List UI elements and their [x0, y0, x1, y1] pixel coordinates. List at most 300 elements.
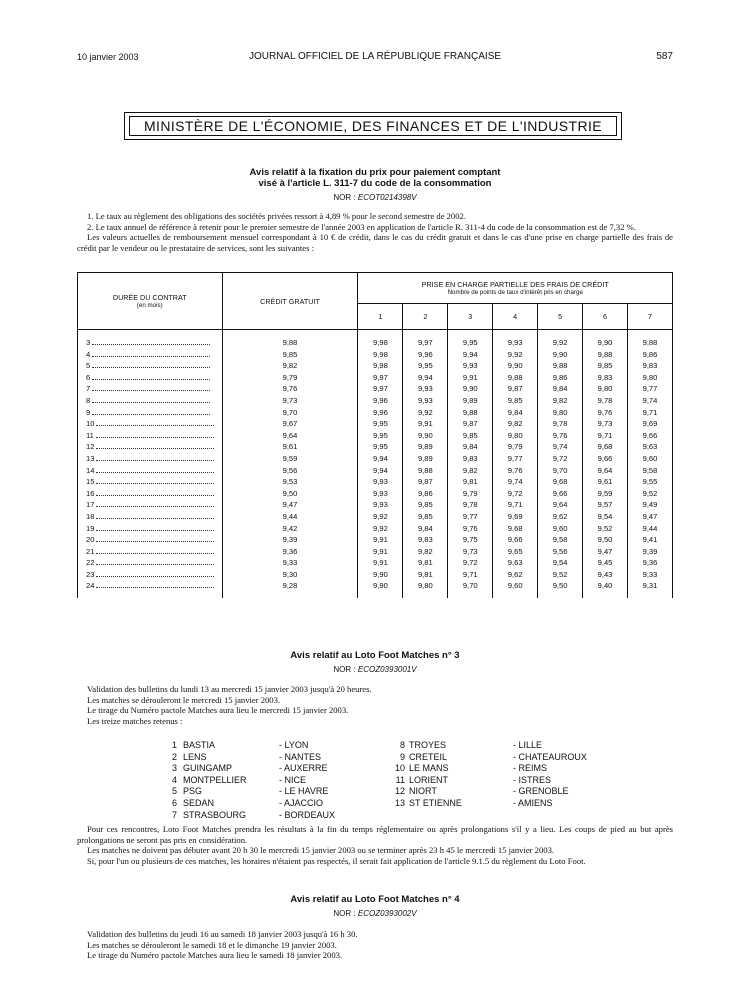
free-credit-cell: 9,56 — [222, 465, 358, 477]
free-credit-cell: 9,39 — [222, 534, 358, 546]
partial-value-cell: 9,93 — [358, 499, 403, 511]
partial-value-cell: 9,60 — [493, 580, 538, 598]
ministry-box — [124, 112, 622, 140]
duration-value: 19 — [86, 523, 95, 533]
free-credit-cell: 9,53 — [222, 476, 358, 488]
partial-value-cell: 9,88 — [403, 465, 448, 477]
nor-label: NOR : — [333, 193, 356, 202]
partial-value-cell: 9,68 — [583, 441, 628, 453]
match-home: SEDAN — [183, 797, 215, 808]
duration-cell — [78, 360, 223, 372]
partial-value-cell: 9,66 — [538, 488, 583, 500]
partial-value-cell: 9,76 — [448, 523, 493, 535]
partial-value-cell: 9,95 — [358, 418, 403, 430]
duration-value: 18 — [86, 511, 95, 521]
duration-cell — [78, 430, 223, 442]
partial-value-cell: 9,92 — [358, 511, 403, 523]
partial-value-cell: 9,80 — [627, 372, 672, 384]
partial-value-cell: 9,91 — [358, 534, 403, 546]
dot-leader — [96, 524, 214, 531]
partial-value-cell: 9,81 — [403, 569, 448, 581]
partial-value-cell: 9,90 — [493, 360, 538, 372]
partial-value-cell: 9,72 — [493, 488, 538, 500]
partial-value-cell: 9,96 — [358, 395, 403, 407]
paragraph: Pour ces rencontres, Loto Foot Matches prendra les résultats à la fin du temps réglementaire ou après prolongations s'il y a lieu. Les coups de pied au but après prolongations ne seront pas pris en considération. — [77, 824, 673, 845]
dot-leader — [96, 466, 214, 473]
avis3-title: Avis relatif au Loto Foot Matches n° 4 — [290, 894, 460, 905]
table-row — [78, 557, 673, 569]
paragraph: Les matches se dérouleront le mercredi 15 janvier 2003. — [87, 694, 281, 705]
match-row — [163, 798, 593, 810]
partial-value-cell: 9,90 — [403, 430, 448, 442]
partial-value-cell: 9,85 — [403, 511, 448, 523]
duration-value: 22 — [86, 558, 95, 568]
table-row — [78, 534, 673, 546]
partial-value-cell: 9,76 — [538, 430, 583, 442]
free-credit-cell: 9,88 — [222, 330, 358, 349]
partial-value-cell: 9,98 — [358, 360, 403, 372]
match-n2: 13 — [394, 797, 405, 808]
partial-value-cell: 9,88 — [538, 360, 583, 372]
partial-value-cell: 9,83 — [627, 360, 672, 372]
partial-value-cell: 9,36 — [627, 557, 672, 569]
avis2-nor — [77, 665, 673, 674]
match-n: 4 — [171, 774, 177, 785]
match-n: 6 — [171, 797, 177, 808]
dot-leader — [92, 350, 210, 357]
partial-value-cell: 9,71 — [583, 430, 628, 442]
partial-value-cell: 9,90 — [358, 569, 403, 581]
paragraph: Le tirage du Numéro pactole Matches aura lieu le mercredi 15 janvier 2003. — [87, 705, 349, 715]
dot-leader — [96, 535, 214, 542]
match-away2: - GRENOBLE — [513, 786, 569, 797]
dot-leader — [96, 431, 214, 438]
partial-value-cell: 9,87 — [448, 418, 493, 430]
partial-value-cell: 9,90 — [583, 330, 628, 349]
paragraph: 1. Le taux au règlement des obligations des sociétés privées ressort à 4,89 % pour le second semestre de 2002. — [87, 211, 466, 221]
partial-value-cell: 9,97 — [403, 330, 448, 349]
match-row — [163, 740, 593, 752]
partial-value-cell: 9,54 — [538, 557, 583, 569]
paragraph: Les treize matches retenus : — [87, 715, 183, 726]
duration-cell — [78, 383, 223, 395]
partial-value-cell: 9,90 — [448, 383, 493, 395]
header-date: 10 janvier 2003 — [77, 52, 139, 62]
match-n2: 9 — [399, 751, 405, 762]
point-col-header: 7 — [627, 303, 672, 329]
duration-cell — [78, 534, 223, 546]
match-home2: TROYES — [409, 740, 447, 750]
partial-value-cell: 9,54 — [583, 511, 628, 523]
partial-value-cell: 9,79 — [493, 441, 538, 453]
duration-value: 16 — [86, 488, 95, 498]
table-row — [78, 349, 673, 361]
partial-value-cell: 9,63 — [493, 557, 538, 569]
free-credit-cell: 9,28 — [222, 580, 358, 598]
duration-cell — [78, 499, 223, 511]
paragraph: Les matches se dérouleront le samedi 18 et le dimanche 19 janvier 2003. — [87, 939, 337, 950]
match-row — [163, 786, 593, 798]
match-home: LENS — [183, 751, 207, 762]
dot-leader — [96, 454, 214, 461]
match-home2 — [409, 810, 513, 822]
partial-value-cell: 9,50 — [583, 534, 628, 546]
partial-value-cell: 9,47 — [583, 546, 628, 558]
free-credit-cell: 9,85 — [222, 349, 358, 361]
partial-value-cell: 9,93 — [448, 360, 493, 372]
point-col-header: 4 — [493, 303, 538, 329]
partial-value-cell: 9,59 — [583, 488, 628, 500]
partial-value-cell: 9,49 — [627, 499, 672, 511]
free-credit-cell: 9,73 — [222, 395, 358, 407]
partial-value-cell: 9,90 — [538, 349, 583, 361]
partial-value-cell: 9,92 — [493, 349, 538, 361]
free-credit-cell: 9,76 — [222, 383, 358, 395]
match-away: - AJACCIO — [279, 797, 324, 808]
point-col-header: 3 — [448, 303, 493, 329]
duration-cell — [78, 349, 223, 361]
partial-value-cell: 9,95 — [358, 430, 403, 442]
match-n2: 12 — [394, 786, 405, 797]
partial-value-cell: 9,66 — [583, 453, 628, 465]
partial-value-cell: 9,84 — [403, 523, 448, 535]
free-credit-cell: 9,59 — [222, 453, 358, 465]
dot-leader — [96, 489, 214, 496]
avis1-title-line2: visé à l'article L. 311-7 du code de la consommation — [258, 178, 492, 189]
partial-value-cell: 9,88 — [627, 330, 672, 349]
partial-value-cell: 9,69 — [627, 418, 672, 430]
dot-leader — [96, 419, 214, 426]
match-n2: 8 — [399, 740, 405, 750]
partial-value-cell: 9,91 — [448, 372, 493, 384]
avis2-title: Avis relatif au Loto Foot Matches n° 3 — [290, 650, 460, 661]
page-number: 587 — [656, 51, 673, 62]
partial-value-cell: 9,77 — [627, 383, 672, 395]
table-row — [78, 441, 673, 453]
duration-value: 10 — [86, 419, 95, 429]
partial-value-cell: 9,89 — [448, 395, 493, 407]
table-row — [78, 383, 673, 395]
partial-value-cell: 9,81 — [448, 476, 493, 488]
partial-value-cell: 9,98 — [358, 330, 403, 349]
duration-value: 9 — [86, 407, 91, 417]
partial-value-cell: 9,88 — [493, 372, 538, 384]
partial-value-cell: 9,93 — [403, 383, 448, 395]
partial-value-cell: 9,64 — [583, 465, 628, 477]
free-credit-cell: 9,64 — [222, 430, 358, 442]
partial-value-cell: 9,52 — [627, 488, 672, 500]
nor-code: ECOZ0393002V — [357, 909, 417, 918]
match-away2: - ISTRES — [513, 774, 552, 785]
table-row — [78, 476, 673, 488]
partial-value-cell: 9,82 — [493, 418, 538, 430]
partial-value-cell: 9,84 — [448, 441, 493, 453]
duration-value: 17 — [86, 500, 95, 510]
partial-value-cell: 9,91 — [358, 546, 403, 558]
avis3-nor — [77, 909, 673, 918]
duration-value: 23 — [86, 569, 95, 579]
duration-value: 3 — [86, 338, 91, 347]
free-credit-cell: 9,42 — [222, 523, 358, 535]
duration-value: 13 — [86, 453, 95, 463]
partial-value-cell: 9,58 — [538, 534, 583, 546]
free-credit-cell: 9,70 — [222, 407, 358, 419]
partial-value-cell: 9,61 — [583, 476, 628, 488]
duration-value: 12 — [86, 442, 95, 452]
duration-cell — [78, 488, 223, 500]
partial-value-cell: 9,91 — [403, 418, 448, 430]
partial-value-cell: 9,93 — [358, 476, 403, 488]
table-row — [78, 418, 673, 430]
table-row — [78, 546, 673, 558]
match-home2: LORIENT — [409, 774, 449, 785]
partial-value-cell: 9,73 — [583, 418, 628, 430]
match-home2: LE MANS — [409, 763, 449, 774]
partial-value-cell: 9,71 — [627, 407, 672, 419]
partial-value-cell: 9,74 — [538, 441, 583, 453]
partial-value-cell: 9,77 — [493, 453, 538, 465]
partial-value-cell: 9,70 — [448, 580, 493, 598]
match-n: 3 — [171, 763, 177, 774]
partial-value-cell: 9,84 — [493, 407, 538, 419]
duration-value: 21 — [86, 546, 95, 556]
match-home2: CRETEIL — [409, 751, 448, 762]
partial-value-cell: 9,94 — [403, 372, 448, 384]
avis1-title-line1: Avis relatif à la fixation du prix pour paiement comptant — [249, 167, 501, 178]
duration-cell — [78, 557, 223, 569]
match-list — [163, 740, 593, 821]
partial-value-cell: 9,95 — [403, 360, 448, 372]
point-col-header: 2 — [403, 303, 448, 329]
partial-value-cell: 9,81 — [403, 557, 448, 569]
duration-value: 11 — [86, 430, 94, 440]
dot-leader — [96, 477, 214, 484]
duration-value: 4 — [86, 349, 91, 359]
avis1-title — [77, 167, 673, 189]
match-away2: - CHATEAUROUX — [513, 751, 587, 762]
partial-value-cell: 9,71 — [448, 569, 493, 581]
col-duration-sub: (en mois) — [136, 302, 163, 309]
table-row — [78, 372, 673, 384]
free-credit-cell: 9,50 — [222, 488, 358, 500]
nor-code: ECOT0214398V — [357, 193, 417, 202]
free-credit-cell: 9,67 — [222, 418, 358, 430]
ministry-title: MINISTÈRE DE L'ÉCONOMIE, DES FINANCES ET DE L'INDUSTRIE — [143, 118, 603, 134]
partial-value-cell: 9,80 — [493, 430, 538, 442]
partial-value-cell: 9,92 — [403, 407, 448, 419]
avis2-body — [77, 684, 673, 726]
partial-value-cell: 9,96 — [358, 407, 403, 419]
partial-value-cell: 9,70 — [538, 465, 583, 477]
partial-value-cell: 9,31 — [627, 580, 672, 598]
partial-value-cell: 9,86 — [538, 372, 583, 384]
free-credit-cell: 9,61 — [222, 441, 358, 453]
partial-value-cell: 9,97 — [358, 372, 403, 384]
match-away: - NANTES — [279, 751, 322, 762]
point-col-header: 5 — [538, 303, 583, 329]
partial-value-cell: 9,60 — [538, 523, 583, 535]
partial-value-cell: 9,94 — [448, 349, 493, 361]
col-partial-label: PRISE EN CHARGE PARTIELLE DES FRAIS DE CRÉDIT — [421, 279, 609, 289]
duration-value: 8 — [86, 395, 91, 405]
table-row — [78, 453, 673, 465]
partial-value-cell: 9,95 — [448, 330, 493, 349]
col-partial-header — [358, 273, 673, 304]
partial-value-cell: 9,77 — [448, 511, 493, 523]
table-row — [78, 465, 673, 477]
duration-value: 6 — [86, 372, 91, 382]
partial-value-cell: 9,83 — [583, 372, 628, 384]
partial-value-cell: 9,85 — [583, 360, 628, 372]
match-away: - AUXERRE — [279, 763, 328, 774]
table-row — [78, 580, 673, 598]
duration-cell — [78, 580, 223, 598]
dot-leader — [92, 361, 210, 368]
match-away: - BORDEAUX — [279, 809, 336, 820]
match-home: STRASBOURG — [183, 809, 247, 820]
partial-value-cell: 9,41 — [627, 534, 672, 546]
partial-value-cell: 9,85 — [403, 499, 448, 511]
partial-value-cell: 9,83 — [403, 534, 448, 546]
partial-value-cell: 9,45 — [583, 557, 628, 569]
avis3-body — [77, 929, 673, 961]
partial-value-cell: 9,98 — [358, 349, 403, 361]
partial-value-cell: 9,66 — [493, 534, 538, 546]
dot-leader — [96, 442, 214, 449]
partial-value-cell: 9,63 — [627, 441, 672, 453]
partial-value-cell: 9,44 — [627, 523, 672, 535]
partial-value-cell: 9,76 — [583, 407, 628, 419]
partial-value-cell: 9,89 — [403, 453, 448, 465]
table-row — [78, 499, 673, 511]
free-credit-cell: 9,44 — [222, 511, 358, 523]
partial-value-cell: 9,84 — [538, 383, 583, 395]
duration-cell — [78, 476, 223, 488]
partial-value-cell: 9,68 — [538, 476, 583, 488]
free-credit-cell: 9,79 — [222, 372, 358, 384]
partial-value-cell: 9,93 — [358, 488, 403, 500]
free-credit-cell: 9,47 — [222, 499, 358, 511]
match-away: - NICE — [279, 774, 306, 785]
paragraph: Validation des bulletins du lundi 13 au mercredi 15 janvier 2003 jusqu'à 20 heures. — [87, 684, 372, 694]
partial-value-cell: 9,33 — [627, 569, 672, 581]
avis1-body — [77, 211, 673, 253]
partial-value-cell: 9,73 — [448, 546, 493, 558]
repayment-table — [77, 272, 673, 598]
partial-value-cell: 9,57 — [583, 499, 628, 511]
partial-value-cell: 9,76 — [493, 465, 538, 477]
duration-cell — [78, 569, 223, 581]
match-home: BASTIA — [183, 740, 216, 750]
table-row — [78, 360, 673, 372]
partial-value-cell: 9,83 — [448, 453, 493, 465]
dot-leader — [96, 500, 214, 507]
dot-leader — [96, 547, 214, 554]
paragraph: 2. Le taux annuel de référence à retenir pour le premier semestre de l'année 2003 en application de l'article R. 311-4 du code de la consommation est de 7,32 %. — [87, 221, 636, 232]
partial-value-cell: 9,55 — [627, 476, 672, 488]
duration-cell — [78, 441, 223, 453]
partial-value-cell: 9,60 — [627, 453, 672, 465]
partial-value-cell: 9,80 — [538, 407, 583, 419]
match-n: 5 — [171, 786, 177, 797]
match-home2: ST ETIENNE — [409, 797, 462, 808]
page-header — [77, 50, 673, 66]
partial-value-cell: 9,39 — [627, 546, 672, 558]
table-row — [78, 407, 673, 419]
partial-value-cell: 9,58 — [627, 465, 672, 477]
partial-value-cell: 9,72 — [538, 453, 583, 465]
point-col-header: 1 — [358, 303, 403, 329]
duration-value: 14 — [86, 465, 95, 475]
dot-leader — [96, 512, 214, 519]
partial-value-cell: 9,95 — [358, 441, 403, 453]
col-free-header: CRÉDIT GRATUIT — [222, 273, 358, 330]
partial-value-cell: 9,62 — [493, 569, 538, 581]
match-n2: 10 — [394, 763, 405, 774]
partial-value-cell: 9,78 — [583, 395, 628, 407]
partial-value-cell: 9,43 — [583, 569, 628, 581]
partial-value-cell: 9,47 — [627, 511, 672, 523]
match-n: 2 — [171, 751, 177, 762]
avis2-rules — [77, 824, 673, 866]
match-away: - LYON — [279, 740, 309, 750]
paragraph: Le tirage du Numéro pactole Matches aura lieu le samedi 18 janvier 2003. — [87, 950, 343, 960]
partial-value-cell: 9,56 — [538, 546, 583, 558]
match-row — [163, 763, 593, 775]
match-away: - LE HAVRE — [279, 786, 329, 797]
partial-value-cell: 9,92 — [358, 523, 403, 535]
partial-value-cell: 9,86 — [627, 349, 672, 361]
match-home: MONTPELLIER — [183, 774, 247, 785]
free-credit-cell: 9,82 — [222, 360, 358, 372]
nor-code: ECOZ0393001V — [357, 665, 417, 674]
partial-value-cell: 9,91 — [358, 557, 403, 569]
table-row — [78, 430, 673, 442]
partial-value-cell: 9,65 — [493, 546, 538, 558]
match-n2 — [383, 810, 409, 822]
dot-leader — [92, 408, 210, 415]
match-away2: - AMIENS — [513, 797, 553, 808]
table-row — [78, 511, 673, 523]
partial-value-cell: 9,71 — [493, 499, 538, 511]
partial-value-cell: 9,96 — [403, 349, 448, 361]
match-home: PSG — [183, 786, 203, 797]
partial-value-cell: 9,82 — [403, 546, 448, 558]
duration-cell — [78, 418, 223, 430]
partial-value-cell: 9,93 — [403, 395, 448, 407]
dot-leader — [96, 558, 214, 565]
partial-value-cell: 9,79 — [448, 488, 493, 500]
partial-value-cell: 9,93 — [493, 330, 538, 349]
paragraph: Les valeurs actuelles de remboursement mensuel correspondant à 10 € de crédit, dans le cas du crédit gratuit et dans le cas d'une prise en charge partielle des frais de crédit par le vendeur ou le prestataire de services, sont les suivantes : — [77, 232, 673, 253]
avis1-nor — [77, 193, 673, 202]
duration-cell — [78, 453, 223, 465]
match-away2: - REIMS — [513, 763, 548, 774]
match-n2: 11 — [395, 774, 405, 785]
point-col-header: 6 — [583, 303, 628, 329]
partial-value-cell: 9,87 — [493, 383, 538, 395]
partial-value-cell: 9,85 — [493, 395, 538, 407]
partial-value-cell: 9,68 — [493, 523, 538, 535]
duration-cell — [78, 330, 223, 349]
partial-value-cell: 9,78 — [538, 418, 583, 430]
duration-cell — [78, 523, 223, 535]
partial-value-cell: 9,80 — [583, 383, 628, 395]
duration-cell — [78, 546, 223, 558]
partial-value-cell: 9,75 — [448, 534, 493, 546]
partial-value-cell: 9,62 — [538, 511, 583, 523]
paragraph: Si, pour l'un ou plusieurs de ces matches, les horaires n'étaient pas respectés, il serait fait application de l'article 9.1.5 du règlement du Loto Foot. — [87, 855, 586, 866]
